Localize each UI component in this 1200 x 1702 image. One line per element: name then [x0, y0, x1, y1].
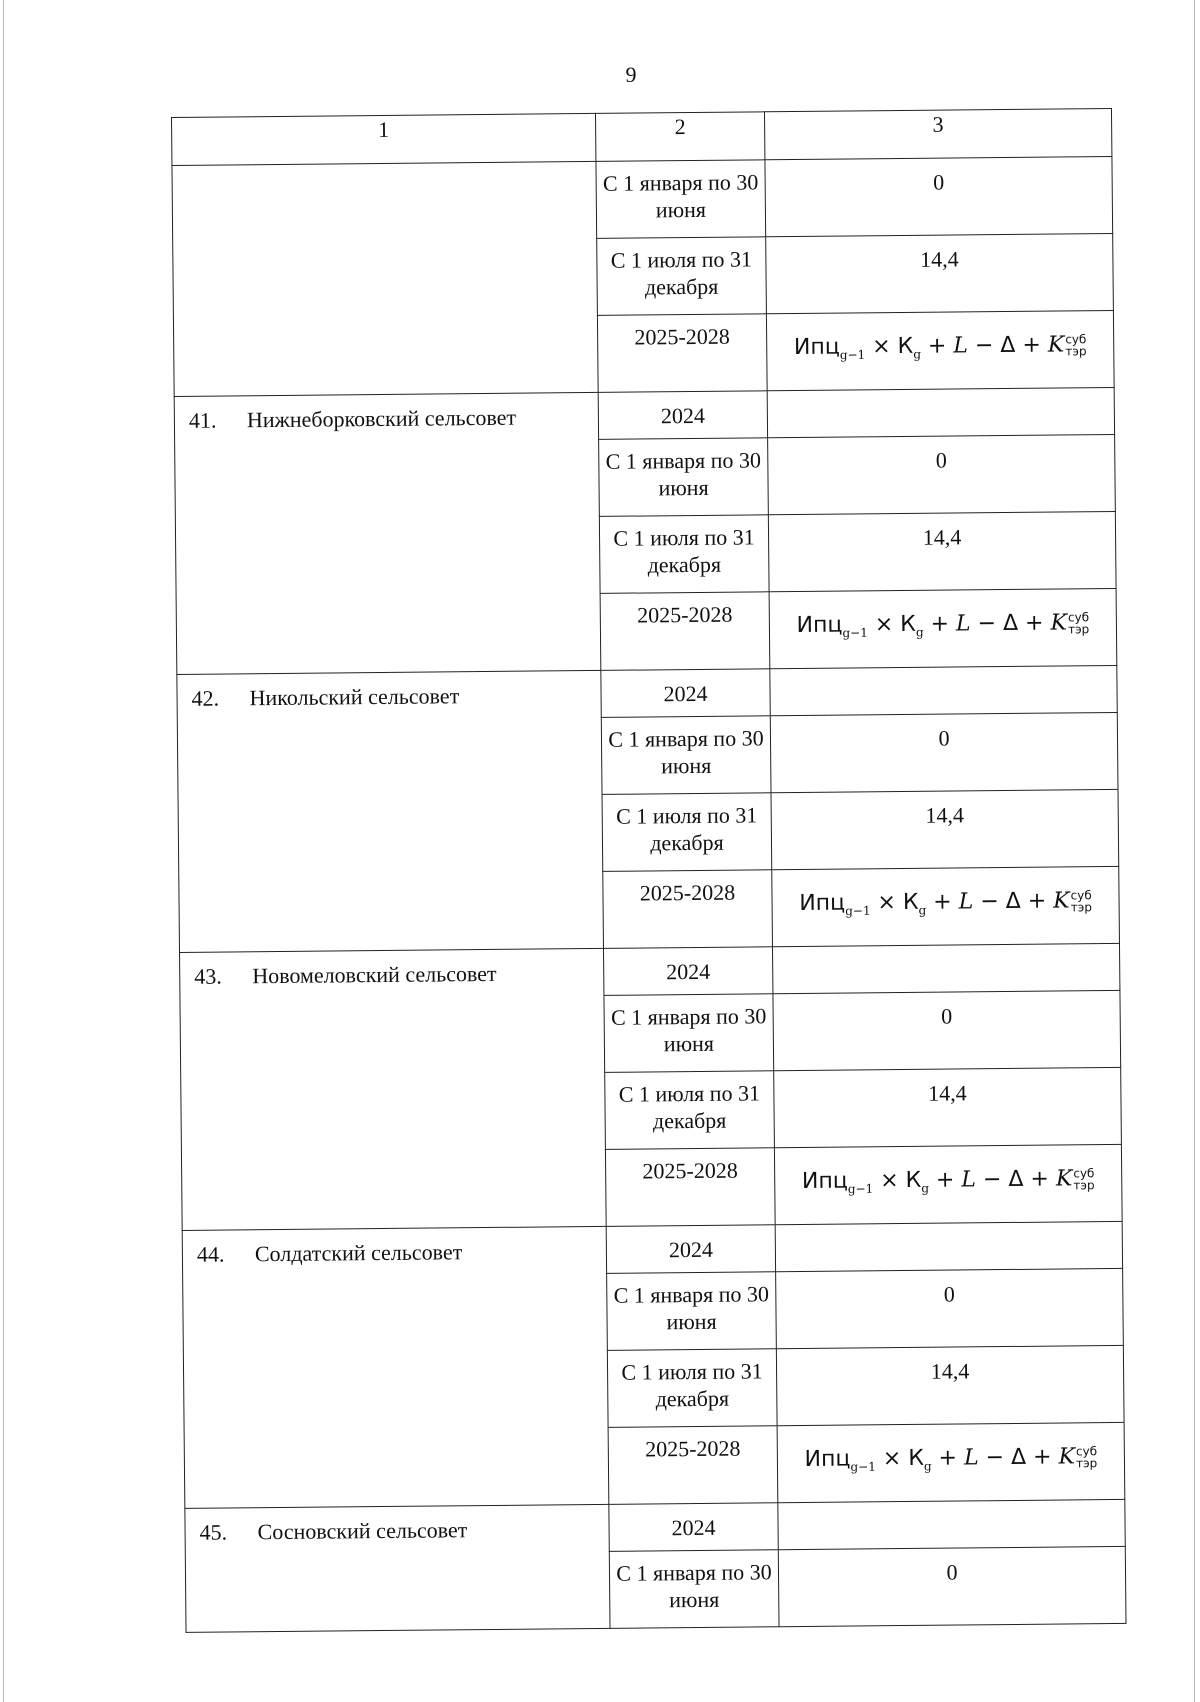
formula-minus: − — [974, 333, 994, 359]
formula-k: К — [908, 1446, 925, 1472]
year-cell: 2024 — [598, 391, 767, 440]
formula-kter-sup: суб — [1075, 1444, 1098, 1459]
table-row — [172, 156, 1113, 242]
value-cell: 0 — [778, 1546, 1126, 1626]
entry-name-cell — [182, 1226, 609, 1508]
header-cell-3: 3 — [764, 108, 1111, 159]
formula-ipc-index: g−1 — [845, 904, 871, 919]
formula-kter-sub: тэр — [1067, 622, 1090, 637]
formula-k-index: g — [921, 1181, 930, 1196]
period-cell: С 1 января по 30 июня — [601, 716, 771, 795]
formula-times: × — [877, 890, 897, 916]
entry-name: Никольский сельсовет — [249, 683, 460, 711]
value-cell: 0 — [776, 1268, 1124, 1348]
tariff-formula — [799, 888, 1092, 919]
empty-value-cell — [767, 387, 1114, 437]
period-cell: С 1 января по 30 июня — [607, 1272, 777, 1351]
formula-k-index: g — [915, 625, 924, 640]
formula-kter-sub: тэр — [1073, 1178, 1095, 1193]
entry-number: 42. — [191, 685, 220, 711]
scan-right-edge — [1194, 0, 1195, 1702]
entry-name: Нижнеборковский сельсовет — [246, 404, 517, 433]
formula-l: L — [953, 333, 969, 359]
period-cell: С 1 июля по 31 декабря — [607, 1349, 777, 1428]
entry-number: 43. — [194, 963, 222, 989]
tariff-formula — [801, 1166, 1095, 1197]
formula-ipc-index: g−1 — [850, 1459, 876, 1475]
formula-cell — [769, 588, 1117, 668]
period-cell: С 1 июля по 31 декабря — [599, 515, 769, 594]
formula-kter-sup: суб — [1070, 888, 1092, 903]
formula-kter-sup: суб — [1067, 610, 1090, 625]
formula-delta: Δ — [1005, 889, 1021, 915]
value-cell: 0 — [770, 712, 1118, 792]
period-cell: С 1 июля по 31 декабря — [605, 1071, 775, 1150]
period-cell: С 1 января по 30 июня — [599, 438, 769, 517]
value-cell: 0 — [768, 434, 1116, 514]
year-cell: 2024 — [604, 947, 773, 996]
value-cell: 0 — [765, 156, 1113, 236]
period-cell: С 1 января по 30 июня — [609, 1550, 779, 1629]
entry-name-cell — [180, 948, 607, 1230]
formula-ipc: Ипц — [799, 890, 846, 917]
formula-l: L — [955, 611, 971, 637]
year-cell: 2024 — [601, 669, 770, 718]
formula-kter-indices — [1076, 1445, 1097, 1469]
formula-k: К — [905, 1168, 922, 1194]
formula-delta: Δ — [1002, 611, 1019, 637]
formula-delta: Δ — [1000, 333, 1016, 359]
period-cell: 2025-2028 — [600, 592, 770, 671]
period-cell: 2025-2028 — [605, 1148, 775, 1227]
formula-plus: + — [938, 1445, 958, 1471]
formula-l: L — [961, 1167, 977, 1193]
formula-plus: + — [935, 1167, 955, 1194]
period-cell: 2025-2028 — [597, 314, 767, 393]
formula-kter: K — [1058, 1444, 1076, 1470]
formula-times: × — [880, 1168, 899, 1194]
formula-plus: + — [1024, 610, 1044, 637]
formula-ipc-index: g−1 — [839, 348, 866, 363]
header-cell-2: 2 — [595, 112, 764, 162]
formula-ipc: Ипц — [801, 1168, 848, 1195]
formula-plus: + — [927, 333, 947, 360]
formula-k-index: g — [918, 903, 927, 918]
entry-name: Солдатский сельсовет — [254, 1239, 463, 1267]
entry-number: 44. — [196, 1241, 225, 1267]
formula-cell — [774, 1144, 1122, 1224]
formula-delta: Δ — [1008, 1167, 1024, 1193]
formula-kter-indices — [1065, 334, 1086, 358]
formula-plus: + — [930, 611, 950, 638]
empty-value-cell — [778, 1499, 1125, 1549]
formula-times: × — [882, 1446, 902, 1472]
formula-kter-sub: тэр — [1070, 900, 1092, 915]
formula-ipc: Ипц — [796, 612, 843, 639]
entry-name: Сосновский сельсовет — [257, 1517, 468, 1545]
period-cell: С 1 июля по 31 декабря — [597, 237, 767, 316]
formula-delta: Δ — [1010, 1445, 1027, 1471]
formula-kter: K — [1053, 888, 1070, 914]
formula-plus: + — [933, 889, 952, 916]
entry-name-cell — [177, 670, 604, 952]
year-cell: 2024 — [606, 1225, 775, 1274]
formula-times: × — [872, 334, 891, 360]
formula-l: L — [963, 1445, 979, 1471]
entry-name-cell — [185, 1504, 610, 1632]
formula-kter-indices — [1071, 889, 1092, 913]
value-cell: 14,4 — [776, 1345, 1124, 1425]
formula-ipc-index: g−1 — [842, 626, 868, 641]
empty-value-cell — [775, 1221, 1122, 1271]
period-cell: 2025-2028 — [603, 870, 773, 949]
formula-kter: K — [1047, 332, 1065, 358]
formula-minus: − — [977, 611, 997, 637]
formula-minus: − — [982, 1167, 1002, 1193]
formula-ipc-index: g−1 — [847, 1181, 874, 1197]
formula-cell — [777, 1422, 1125, 1502]
formula-k-index: g — [913, 347, 922, 362]
formula-kter-sub: тэр — [1065, 344, 1087, 359]
tariff-formula — [796, 611, 1089, 639]
value-cell: 14,4 — [771, 789, 1119, 869]
period-cell: С 1 января по 30 июня — [596, 160, 766, 239]
formula-cell — [772, 866, 1120, 946]
formula-k: К — [902, 890, 919, 916]
year-cell: 2024 — [609, 1503, 778, 1552]
value-cell: 0 — [773, 990, 1121, 1070]
header-cell-1: 1 — [172, 113, 596, 165]
period-cell: С 1 июля по 31 декабря — [602, 793, 772, 872]
formula-kter-indices — [1068, 612, 1089, 636]
formula-plus: + — [1030, 1166, 1049, 1193]
formula-minus: − — [985, 1445, 1005, 1471]
empty-value-cell — [772, 943, 1119, 993]
entry-name-cell — [174, 392, 601, 674]
formula-kter: K — [1050, 610, 1068, 636]
formula-times: × — [874, 612, 894, 638]
entry-number: 41. — [188, 407, 217, 433]
formula-ipc: Ипц — [804, 1446, 851, 1473]
formula-kter-sup: суб — [1065, 332, 1087, 347]
period-cell: 2025-2028 — [608, 1426, 778, 1505]
tariff-table-body — [172, 108, 1126, 1632]
period-cell: С 1 января по 30 июня — [604, 994, 774, 1073]
formula-kter-sup: суб — [1073, 1166, 1095, 1181]
formula-k: К — [900, 612, 916, 638]
formula-cell — [766, 310, 1114, 390]
scan-left-edge — [3, 0, 4, 1702]
formula-kter-sub: тэр — [1075, 1456, 1098, 1471]
tariff-formula — [804, 1444, 1098, 1475]
formula-k-index: g — [923, 1459, 932, 1474]
page-number: 9 — [625, 62, 637, 87]
formula-kter: K — [1055, 1166, 1073, 1192]
value-cell: 14,4 — [768, 511, 1116, 591]
tariff-formula — [794, 333, 1087, 361]
entry-number: 45. — [199, 1519, 228, 1545]
formula-k: К — [897, 334, 914, 360]
tariff-table — [171, 108, 1127, 1633]
formula-plus: + — [1027, 888, 1047, 915]
formula-plus: + — [1022, 332, 1041, 359]
entry-name: Новомеловский сельсовет — [252, 960, 497, 989]
formula-minus: − — [980, 889, 999, 915]
value-cell: 14,4 — [774, 1067, 1122, 1147]
formula-plus: + — [1032, 1444, 1052, 1471]
value-cell: 14,4 — [766, 233, 1114, 313]
continued-entry-cell — [172, 161, 598, 396]
formula-kter-indices — [1073, 1167, 1094, 1191]
formula-l: L — [958, 889, 974, 915]
formula-ipc: Ипц — [793, 334, 840, 361]
empty-value-cell — [770, 665, 1117, 715]
